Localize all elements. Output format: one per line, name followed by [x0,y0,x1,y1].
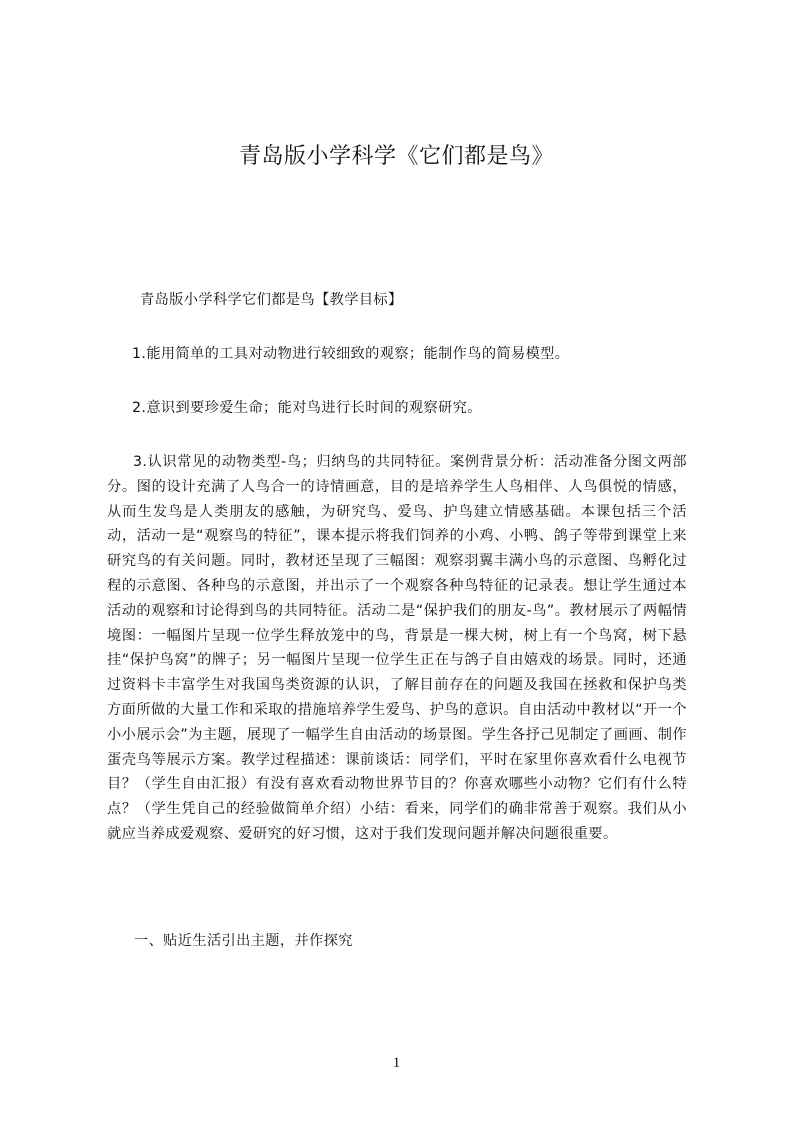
teaching-goals-heading: 青岛版小学科学它们都是鸟【教学目标】 [140,292,403,308]
page-number: 1 [392,1055,401,1071]
document-title: 青岛版小学科学《它们都是鸟》 [238,144,554,169]
section-heading: 一、贴近生活引出主题，并作探究 [134,933,353,949]
teaching-goal-1: 1.能用简单的工具对动物进行较细致的观察；能制作鸟的简易模型。 [132,346,570,362]
body-paragraph: 3.认识常见的动物类型-鸟；归纳鸟的共同特征。案例背景分析：活动准备分图文两部分。图的设计充满了人鸟合一的诗情画意，目的是培养学生人鸟相伴、人鸟俱悦的情感，从而生发鸟是人类朋友的感触，为研究鸟、爱鸟、护鸟建立情感基础。本课包括三个活动，活动一是“观察鸟的特征”，课本提示将我们饲养的小鸡、小鸭、鸽子等带到课堂上来研究鸟的有关问题。同时，教材还呈现了三幅图：观察羽翼丰满小鸟的示意图、鸟孵化过程的示意图、各种鸟的示意图，并出示了一个观察各种鸟特征的记录表。想让学生通过本活动的观察和讨论得到鸟的共同特征。活动二是“保护我们的朋友-鸟”。教材展示了两幅情境图：一幅图片呈现一位学生释放笼中的鸟，背景是一棵大树，树上有一个鸟窝，树下悬挂“保护鸟窝”的牌子；另一幅图片呈现一位学生正在与鸽子自由嬉戏的场景。同时，还通过资料卡丰富学生对我国鸟类资源的认识，了解目前存在的问题及我国在拯救和保护鸟类方面所做的大量工作和采取的措施培养学生爱鸟、护鸟的意识。自由活动中教材以“开一个小小展示会”为主题，展现了一幅学生自由活动的场景图。学生各抒己见制定了画画、制作蛋壳鸟等展示方案。教学过程描述：课前谈话：同学们，平时在家里你喜欢看什么电视节目？（学生自由汇报）有没有喜欢看动物世界节目的？你喜欢哪些小动物？它们有什么特点？（学生凭自己的经验做简单介绍）小结：看来，同学们的确非常善于观察。我们从小就应当养成爱观察、爱研究的好习惯，这对于我们发现问题并解决问题很重要。 [107,454,687,842]
teaching-goal-2: 2.意识到要珍爱生命；能对鸟进行长时间的观察研究。 [132,400,482,416]
